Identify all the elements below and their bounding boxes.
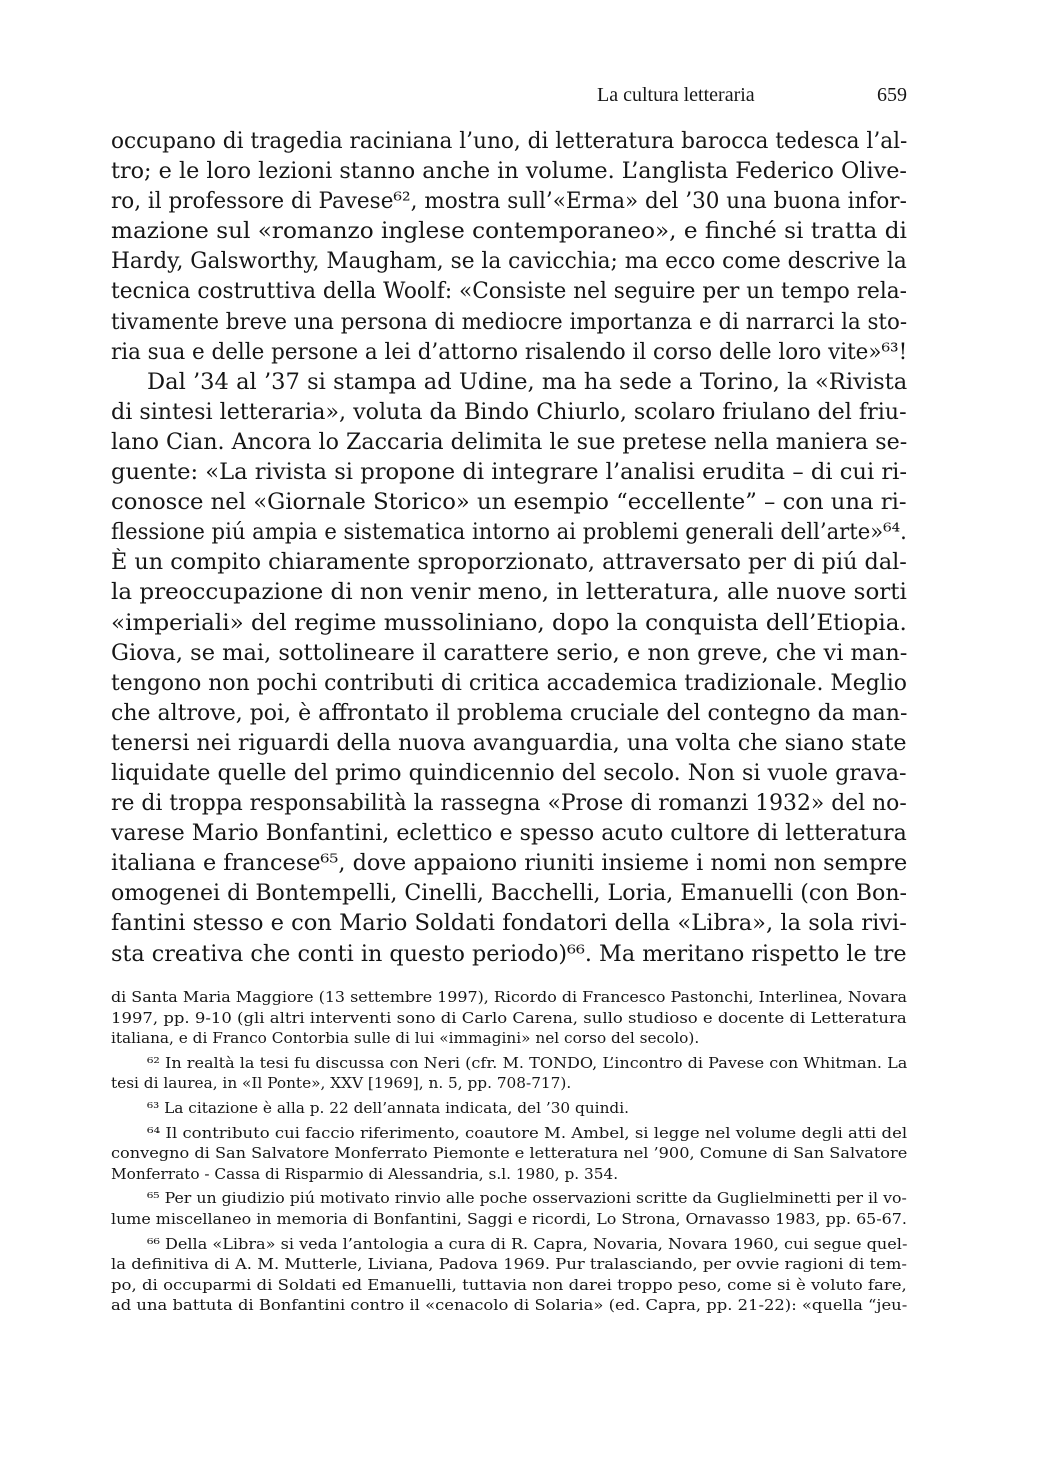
footnote-line: di Santa Maria Maggiore (13 settembre 1997), Ricordo di Francesco Pastonchi, Interlinea, Novara	[111, 988, 907, 1006]
footnote-line: ad una battuta di Bonfantini contro il «cenacolo di Solaria» (ed. Capra, pp. 21-22): «quella “jeu-	[111, 1296, 907, 1315]
footnote-line: 1997, pp. 9-10 (gli altri interventi sono di Carlo Carena, sullo studioso e docente di Letteratura	[111, 1008, 907, 1027]
text-line: flessione piú ampia e sistematica intorno ai problemi generali dell’arte»⁶⁴.	[111, 519, 907, 546]
text-line: ro, il professore di Pavese⁶², mostra sull’«Erma» del ’30 una buona infor-	[111, 188, 907, 215]
text-line: varese Mario Bonfantini, eclettico e spesso acuto cultore di letteratura	[111, 820, 907, 847]
footnote-62: ⁶² In realtà la tesi fu discussa con Neri (cfr. M. TONDO, L’incontro di Pavese con Whitman. La	[147, 1053, 907, 1072]
text-line: la preoccupazione di non venir meno, in letteratura, alle nuove sorti	[111, 579, 907, 606]
footnotes	[111, 987, 907, 1316]
text-line: lano Cian. Ancora lo Zaccaria delimita le sue pretese nella maniera se-	[111, 428, 907, 455]
footnote-line: la definitiva di A. M. Mutterle, Liviana, Padova 1969. Pur tralasciando, per ovvie ragioni di tem-	[111, 1255, 907, 1274]
page-number: 659	[877, 84, 907, 106]
page-header	[111, 84, 907, 112]
text-line: liquidate quelle del primo quindicennio del secolo. Non si vuole grava-	[111, 759, 907, 786]
text-line: Hardy, Galsworthy, Maugham, se la cavicchia; ma ecco come descrive la	[111, 248, 907, 275]
footnote-line: italiana, e di Franco Contorbia sulle di lui «immagini» nel corso del secolo).	[111, 1029, 700, 1048]
text-line: italiana e francese⁶⁵, dove appaiono riuniti insieme i nomi non sempre	[111, 850, 907, 877]
text-line: mazione sul «romanzo inglese contemporaneo», e finché si tratta di	[111, 218, 907, 245]
text-line: fantini stesso e con Mario Soldati fondatori della «Libra», la sola rivi-	[111, 910, 907, 937]
text-line: tenersi nei riguardi della nuova avanguardia, una volta che siano state	[111, 729, 907, 756]
text-line: tengono non pochi contributi di critica accademica tradizionale. Meglio	[111, 669, 907, 696]
text-line: che altrove, poi, è affrontato il problema cruciale del contegno da man-	[111, 699, 907, 726]
paragraph-first-line: Dal ’34 al ’37 si stampa ad Udine, ma ha sede a Torino, la «Rivista	[147, 368, 907, 395]
text-line: È un compito chiaramente sproporzionato, attraversato per di piú dal-	[111, 549, 907, 576]
text-line: «imperiali» del regime mussoliniano, dopo la conquista dell’Etiopia.	[111, 609, 907, 636]
text-line: re di troppa responsabilità la rassegna «Prose di romanzi 1932» del no-	[111, 790, 907, 817]
running-head: La cultura letteraria	[597, 84, 755, 106]
footnote-64: ⁶⁴ Il contributo cui faccio riferimento, coautore M. Ambel, si legge nel volume degli atti del	[147, 1123, 907, 1142]
text-line: tecnica costruttiva della Woolf: «Consiste nel seguire per un tempo rela-	[111, 278, 907, 305]
text-line: tivamente breve una persona di mediocre importanza e di narrarci la sto-	[111, 308, 907, 335]
text-line: conosce nel «Giornale Storico» un esempio “eccellente” – con una ri-	[111, 489, 907, 516]
footnote-line: tesi di laurea, in «Il Ponte», XXV [1969], n. 5, pp. 708-717).	[111, 1074, 572, 1093]
text-line: omogenei di Bontempelli, Cinelli, Bacchelli, Loria, Emanuelli (con Bon-	[111, 880, 907, 907]
main-text	[111, 126, 907, 969]
text-line: guente: «La rivista si propone di integrare l’analisi erudita – di cui ri-	[111, 459, 907, 486]
text-line: occupano di tragedia raciniana l’uno, di letteratura barocca tedesca l’al-	[111, 128, 907, 154]
text-line: tro; e le loro lezioni stanno anche in volume. L’anglista Federico Olive-	[111, 158, 907, 185]
footnote-line: lume miscellaneo in memoria di Bonfantini, Saggi e ricordi, Lo Strona, Ornavasso 1983, pp. 65-67.	[111, 1209, 907, 1228]
footnote-line: po, di occuparmi di Soldati ed Emanuelli, tuttavia non darei troppo peso, come si è voluto fare,	[111, 1275, 907, 1294]
footnote-line: Monferrato - Cassa di Risparmio di Alessandria, s.l. 1980, p. 354.	[111, 1164, 619, 1183]
text-line: di sintesi letteraria», voluta da Bindo Chiurlo, scolaro friulano del friu-	[111, 398, 907, 425]
text-line: ria sua e delle persone a lei d’attorno risalendo il corso delle loro vite»⁶³!	[111, 338, 907, 365]
footnote-line: convegno di San Salvatore Monferrato Piemonte e letteratura nel ’900, Comune di San Salvatore	[111, 1144, 907, 1163]
text-line: Giova, se mai, sottolineare il carattere serio, e non greve, che vi man-	[111, 639, 907, 666]
text-line: sta creativa che conti in questo periodo)⁶⁶. Ma meritano rispetto le tre	[111, 940, 907, 967]
footnote-63: ⁶³ La citazione è alla p. 22 dell’annata indicata, del ’30 quindi.	[147, 1098, 629, 1117]
footnote-65: ⁶⁵ Per un giudizio piú motivato rinvio alle poche osservazioni scritte da Guglielminetti per il vo-	[147, 1189, 907, 1208]
footnote-66: ⁶⁶ Della «Libra» si veda l’antologia a cura di R. Capra, Novaria, Novara 1960, cui segue quel-	[147, 1234, 907, 1253]
